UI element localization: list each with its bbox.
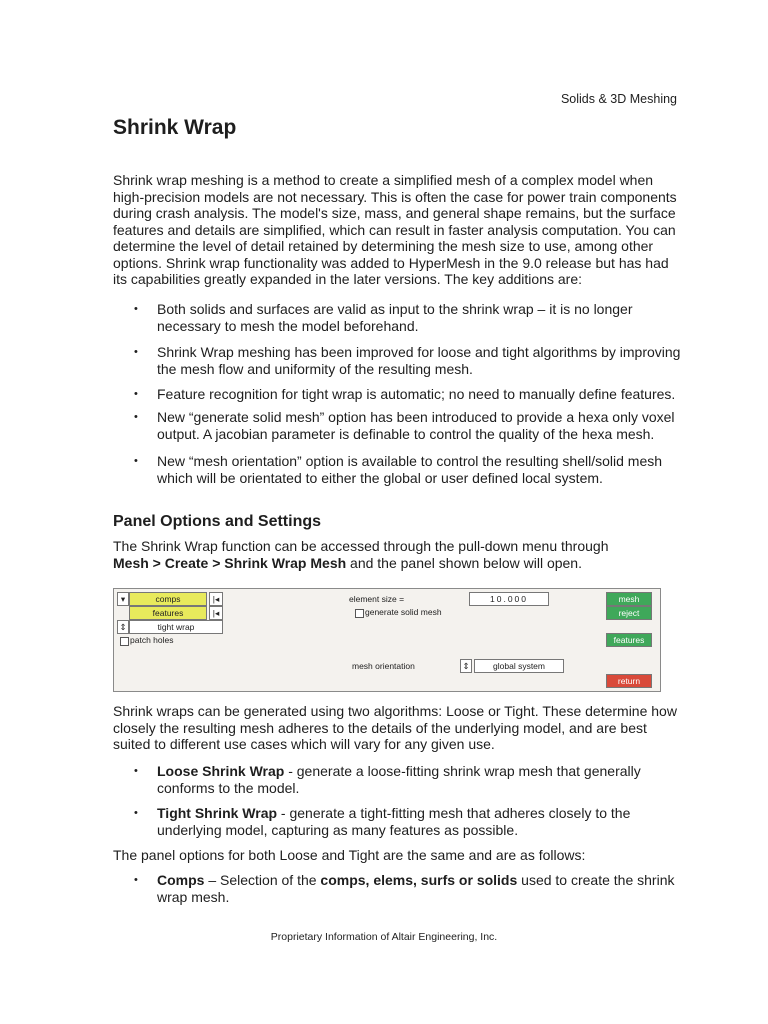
- running-header: Solids & 3D Meshing: [560, 92, 677, 106]
- reset-arrow-icon[interactable]: |◂: [209, 606, 223, 620]
- list-item: • Loose Shrink Wrap - generate a loose-fitting shrink wrap mesh that generally conforms to the model.: [113, 763, 682, 796]
- generate-solid-mesh-label: generate solid mesh: [365, 607, 442, 617]
- features-button[interactable]: features: [606, 633, 652, 647]
- element-size-input[interactable]: 10.000: [469, 592, 549, 606]
- patch-holes-label: patch holes: [130, 635, 174, 645]
- element-size-label: element size =: [349, 594, 405, 604]
- intro-paragraph: [113, 172, 683, 288]
- text-line: during crash analysis. The model's size, mass, and general shape remains, but the surface: [113, 205, 676, 221]
- menu-path: Mesh > Create > Shrink Wrap Mesh: [113, 554, 347, 571]
- reset-arrow-icon[interactable]: |◂: [209, 592, 223, 606]
- tight-wrap-toggle[interactable]: tight wrap: [129, 620, 223, 634]
- collapse-arrow-icon[interactable]: ▾: [117, 592, 129, 606]
- patch-holes-checkbox[interactable]: [120, 637, 129, 646]
- shrink-wrap-panel: [113, 588, 661, 692]
- list-item: • Shrink Wrap meshing has been improved for loose and tight algorithms by improving the mesh flow and uniformity of the resulting mesh.: [113, 344, 682, 377]
- page-footer: Proprietary Information of Altair Engineering, Inc.: [270, 931, 498, 943]
- text-line: options. Shrink wrap functionality was added to HyperMesh in the 9.0 release but has had: [113, 254, 669, 271]
- mesh-button[interactable]: mesh: [606, 592, 652, 606]
- page-title: Shrink Wrap: [113, 116, 237, 139]
- options-intro: The panel options for both Loose and Tight are the same and are as follows:: [113, 847, 586, 863]
- list-item: • Comps – Selection of the comps, elems, surfs or solids used to create the shrink wrap mesh.: [113, 872, 682, 905]
- text-line: determine the level of detail retained by determining the mesh size to use, among other: [113, 238, 654, 254]
- toggle-icon[interactable]: ⇕: [117, 620, 129, 634]
- return-button[interactable]: return: [606, 674, 652, 688]
- toggle-icon[interactable]: ⇕: [460, 659, 472, 673]
- algorithms-paragraph: Shrink wraps can be generated using two algorithms: Loose or Tight. These determine how closely the resulting mesh adheres to the details of the underlying model, and are best suited to different use cases which will vary for any given use.: [113, 703, 677, 752]
- reject-button[interactable]: reject: [606, 606, 652, 620]
- section-heading: Panel Options and Settings: [113, 513, 322, 530]
- comps-selector[interactable]: comps: [129, 592, 207, 606]
- mesh-orientation-label: mesh orientation: [352, 661, 415, 671]
- text-line: Shrink wrap meshing is a method to create a simplified mesh of a complex model when: [113, 172, 654, 188]
- text-line: high-precision models are not necessary. This is often the case for power train components: [113, 188, 677, 205]
- list-item: • Tight Shrink Wrap - generate a tight-fitting mesh that adheres closely to the underlying model, capturing as many features as possible.: [113, 805, 682, 838]
- mesh-orientation-select[interactable]: global system: [474, 659, 564, 673]
- text-line: features and details are simplified, which can result in faster analysis computation. You can: [113, 221, 676, 238]
- generate-solid-mesh-checkbox[interactable]: [355, 609, 364, 618]
- list-item: • Both solids and surfaces are valid as input to the shrink wrap – it is no longer necessary to mesh the model beforehand.: [113, 301, 682, 334]
- list-item: • New “generate solid mesh” option has been introduced to provide a hexa only voxel output. A jacobian parameter is definable to control the quality of the hexa mesh.: [113, 409, 682, 442]
- text-line: its capabilities greatly expanded in the later versions. The key additions are:: [113, 271, 583, 287]
- features-selector[interactable]: features: [129, 606, 207, 620]
- list-item: • New “mesh orientation” option is available to control the resulting shell/solid mesh which will be orientated to either the global or user defined local system.: [113, 453, 682, 486]
- list-item: • Feature recognition for tight wrap is automatic; no need to manually define features.: [113, 386, 682, 403]
- panel-intro: The Shrink Wrap function can be accessed through the pull-down menu through Mesh > Create > Shrink Wrap Mesh and the panel shown below will open.: [113, 538, 609, 571]
